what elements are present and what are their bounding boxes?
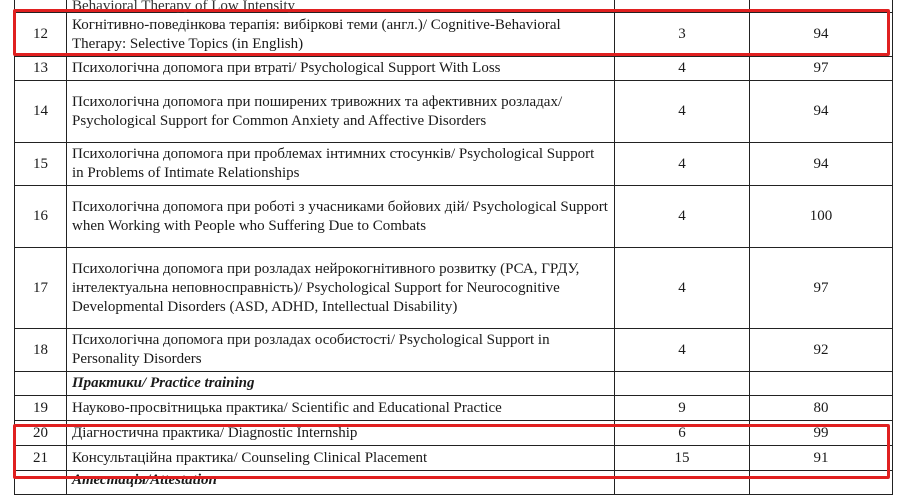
table-row [15,186,893,248]
row-title: Когнітивно-поведінкова терапія: вибіркові теми (англ.)/ Cognitive-Behavioral Therapy: Selective Topics (in English) [67,13,615,57]
row-number: 16 [15,186,67,248]
section-heading-attestation: Атестація/Attestation [67,471,615,495]
row-title: Психологічна допомога при роботі з учасниками бойових дій/ Psychological Support when Working with People who Suffering Due to Combats [67,186,615,248]
section-row-attestation [15,471,893,495]
table-row [15,248,893,329]
row-number: 17 [15,248,67,329]
section-row-practice [15,372,893,396]
row-number: 14 [15,81,67,143]
table-row [15,329,893,372]
row-number: 19 [15,396,67,421]
row-credits: 6 [615,421,750,446]
table-row [15,396,893,421]
row-credits: 4 [615,329,750,372]
row-title: Консультаційна практика/ Counseling Clinical Placement [67,446,615,471]
row-score: 97 [750,248,893,329]
row-title: Психологічна допомога при проблемах інтимних стосунків/ Psychological Support in Problems of Intimate Relationships [67,143,615,186]
row-credits: 15 [615,446,750,471]
row-title: Психологічна допомога при втраті/ Psychological Support With Loss [67,57,615,81]
table-row [15,421,893,446]
row-title: Психологічна допомога при розладах нейрокогнітивного розвитку (РСА, ГРДУ, інтелектуальна неповносправність)/ Psychological Support for Neurocognitive Developmental Disorders (ASD, ADHD, Intellectual Disability) [67,248,615,329]
row-title: Психологічна допомога при розладах особистості/ Psychological Support in Personality Disorders [67,329,615,372]
row-number: 18 [15,329,67,372]
row-credits: 4 [615,143,750,186]
table-row [15,446,893,471]
row-score: 97 [750,57,893,81]
row-number: 20 [15,421,67,446]
row-credits: 4 [615,57,750,81]
table-row [15,13,893,57]
row-credits: 3 [615,13,750,57]
row-score: 94 [750,81,893,143]
section-heading-practice: Практики/ Practice training [67,372,615,396]
row-credits: 4 [615,81,750,143]
courses-table [14,0,893,495]
row-credits: 4 [615,186,750,248]
row-title: Психологічна допомога при поширених тривожних та афективних розладах/ Psychological Support for Common Anxiety and Affective Disorders [67,81,615,143]
table-row [15,143,893,186]
row-number: 13 [15,57,67,81]
row-score: 99 [750,421,893,446]
row-number: 21 [15,446,67,471]
row-score: 92 [750,329,893,372]
row-score: 91 [750,446,893,471]
row-score: 100 [750,186,893,248]
row-credits: 9 [615,396,750,421]
row-number: 15 [15,143,67,186]
row-title: Діагностична практика/ Diagnostic Internship [67,421,615,446]
row-credits: 4 [615,248,750,329]
row-title-partial: Behavioral Therapy of Low Intensity [67,0,615,13]
row-score: 94 [750,13,893,57]
row-score: 80 [750,396,893,421]
row-number: 12 [15,13,67,57]
row-score: 94 [750,143,893,186]
table-row [15,57,893,81]
table-row [15,0,893,13]
row-title: Науково-просвітницька практика/ Scientific and Educational Practice [67,396,615,421]
table-row [15,81,893,143]
